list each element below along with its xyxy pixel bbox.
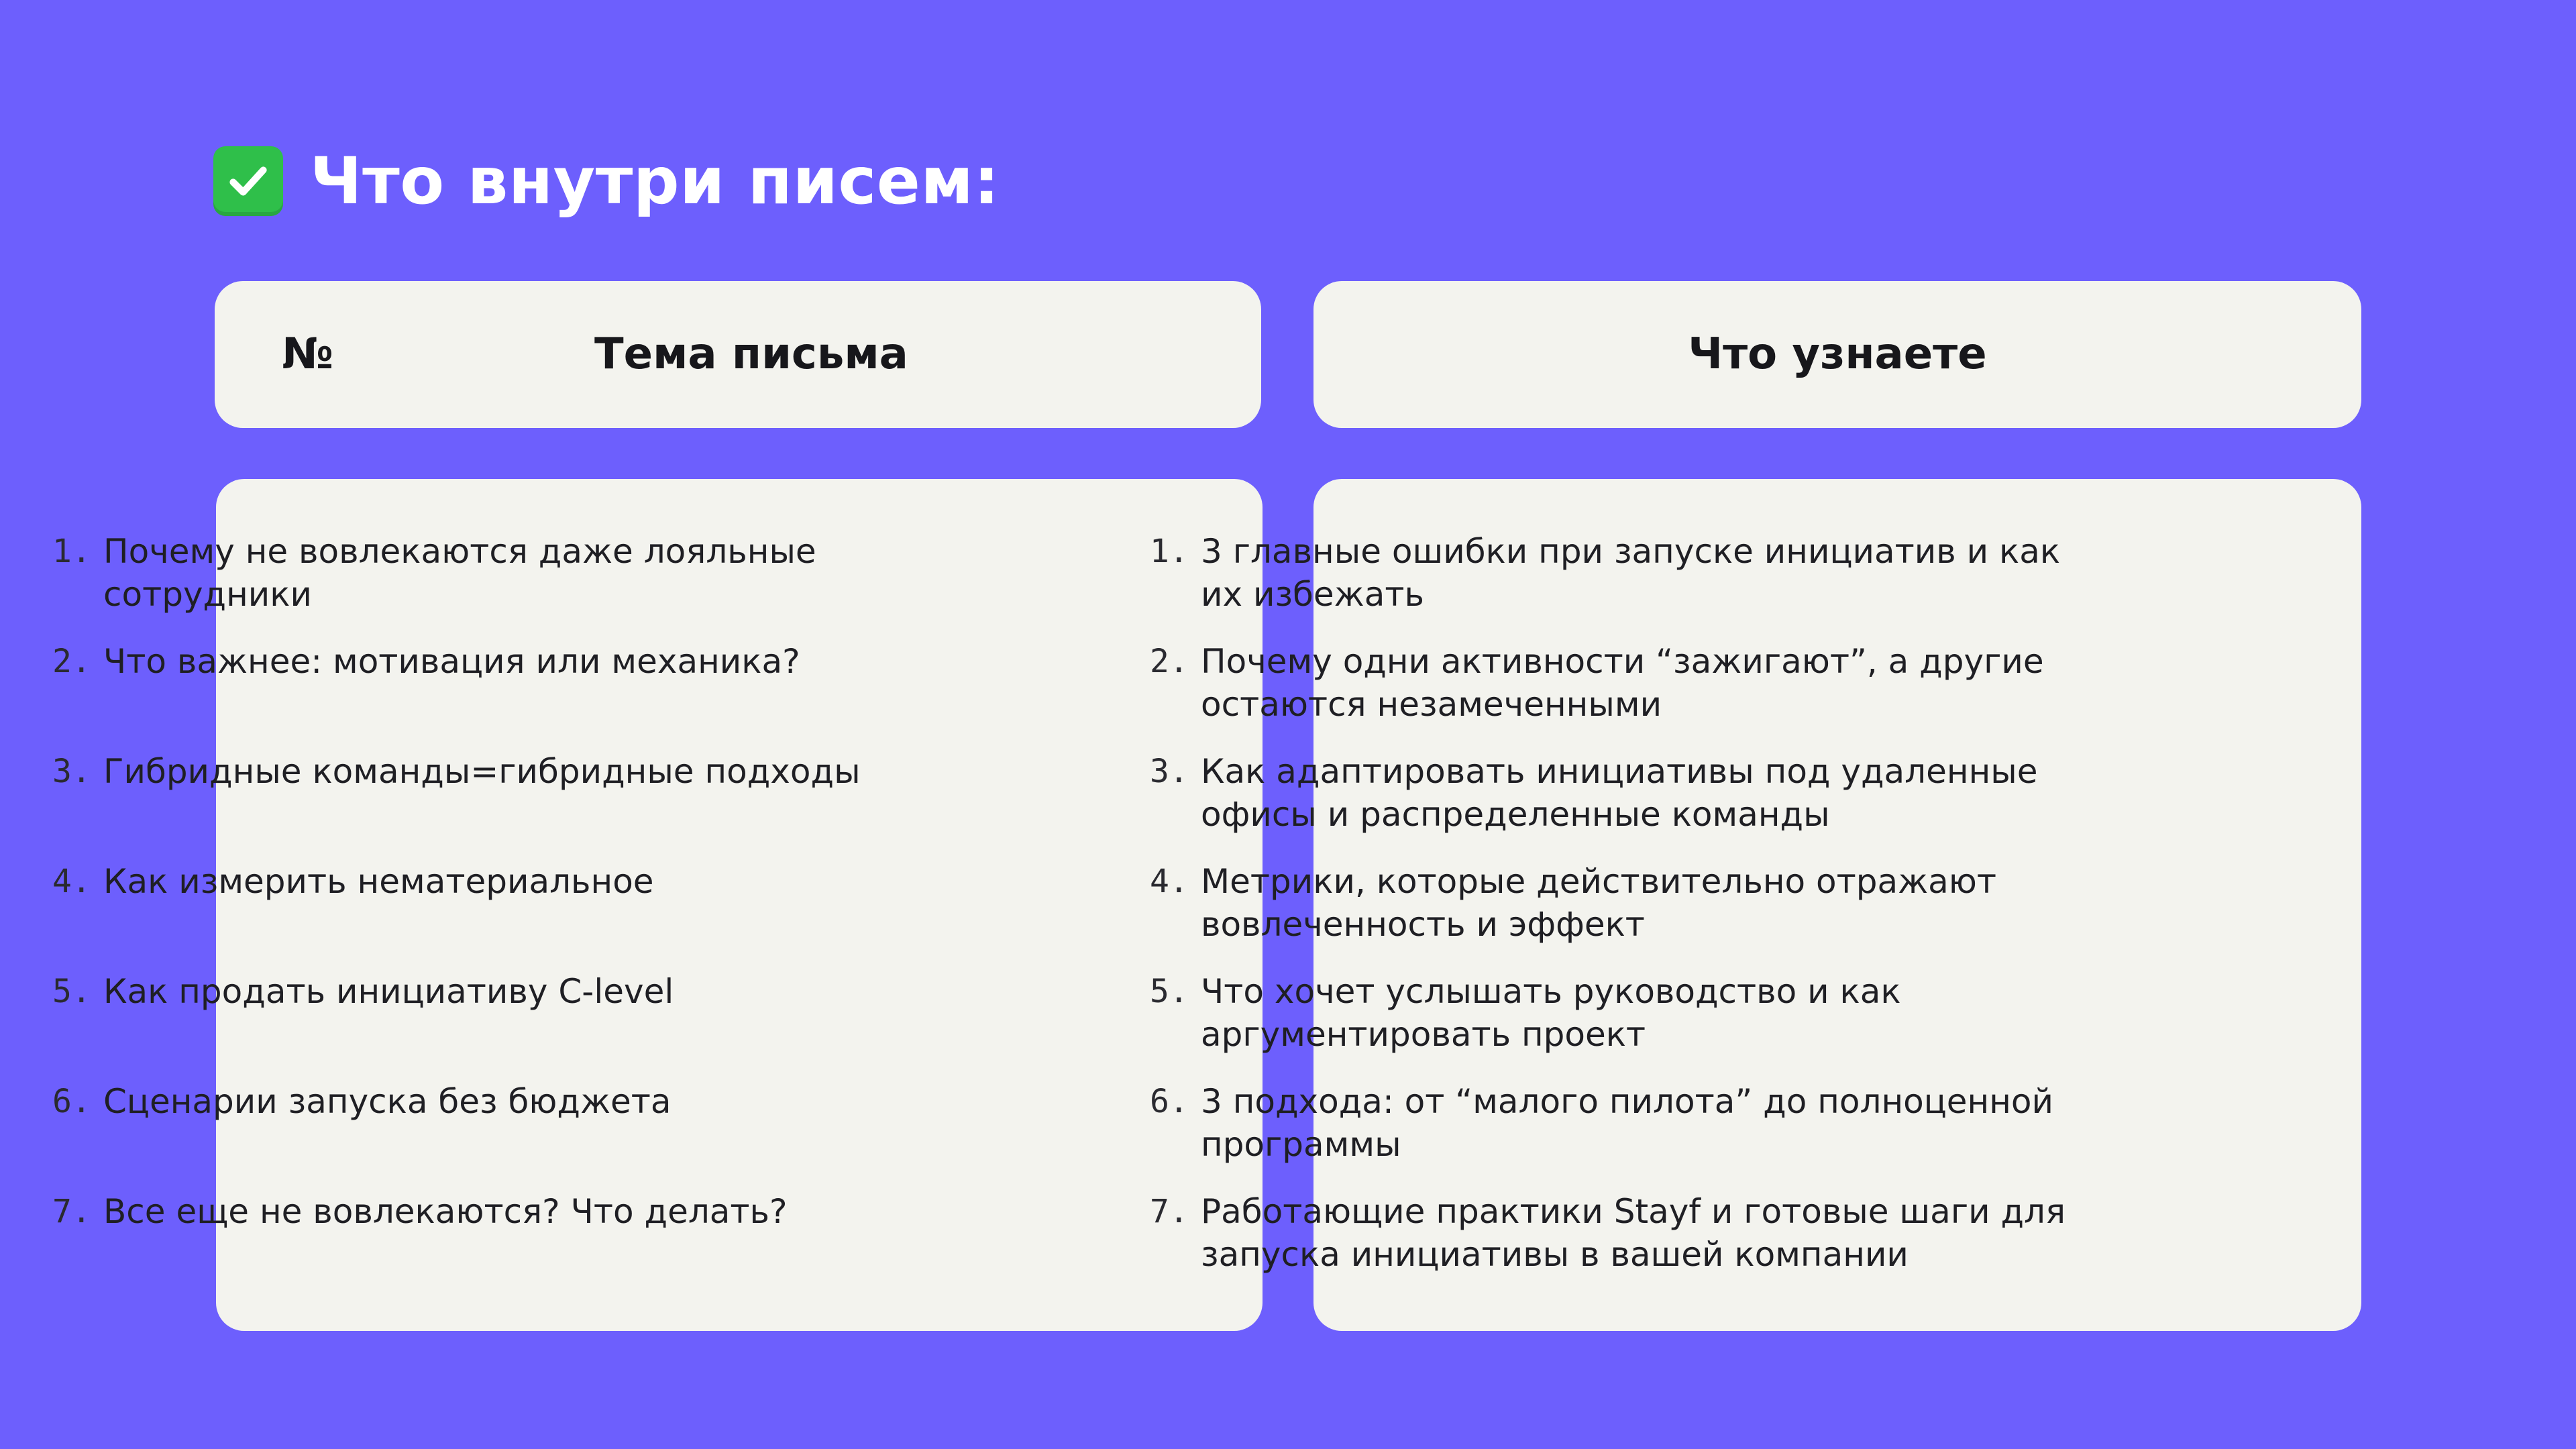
learning-item: [1097, 750, 2576, 836]
number-column-header: №: [282, 329, 333, 379]
item-text: Что важнее: мотивация или механика?: [103, 642, 800, 681]
learn-header-card: [1313, 281, 2361, 428]
item-number: 3.: [1150, 753, 1189, 790]
item-text: Сценарии запуска без бюджета: [103, 1082, 672, 1121]
item-text: 3 подхода: от “малого пилота” до полноценной программы: [1201, 1082, 2053, 1164]
item-text: Работающие практики Stayf и готовые шаги для запуска инициативы в вашей компании: [1201, 1192, 2066, 1274]
learning-item: [1097, 860, 2576, 946]
learning-item: [1097, 530, 2576, 616]
item-text: Почему одни активности “зажигают”, а другие остаются незамеченными: [1201, 642, 2044, 724]
item-number: 4.: [52, 863, 91, 900]
item-text: Что хочет услышать руководство и как аргументировать проект: [1201, 972, 1901, 1054]
item-number: 5.: [52, 973, 91, 1010]
learn-column-header: Что узнаете: [1688, 329, 1987, 379]
learning-item: [1097, 640, 2576, 726]
item-number: 2.: [1150, 643, 1189, 680]
item-number: 7.: [1150, 1193, 1189, 1230]
item-number: 3.: [52, 753, 91, 790]
learning-item: [1097, 1080, 2576, 1166]
learning-item: [1097, 970, 2576, 1056]
topic-column-header: Тема письма: [594, 329, 908, 379]
item-number: 1.: [52, 533, 91, 570]
topic-header-card: [215, 281, 1261, 428]
item-number: 7.: [52, 1193, 91, 1230]
item-text: 3 главные ошибки при запуске инициатив и как их избежать: [1201, 532, 2061, 614]
item-number: 6.: [52, 1083, 91, 1120]
learning-item: [1097, 1190, 2576, 1276]
page-header: [213, 144, 1000, 219]
item-number: 2.: [52, 643, 91, 680]
item-text: Гибридные команды=гибридные подходы: [103, 752, 861, 791]
item-text: Как адаптировать инициативы под удаленные офисы и распределенные команды: [1201, 752, 2038, 834]
item-number: 1.: [1150, 533, 1189, 570]
item-text: Почему не вовлекаются даже лояльные сотрудники: [103, 532, 816, 614]
check-mark-button-icon: [213, 146, 283, 216]
item-text: Как измерить нематериальное: [103, 862, 654, 901]
item-text: Все еще не вовлекаются? Что делать?: [103, 1192, 788, 1231]
item-text: Метрики, которые действительно отражают вовлеченность и эффект: [1201, 862, 1997, 944]
item-number: 4.: [1150, 863, 1189, 900]
item-text: Как продать инициативу C-level: [103, 972, 674, 1011]
item-number: 5.: [1150, 973, 1189, 1010]
item-number: 6.: [1150, 1083, 1189, 1120]
page-title: Что внутри писем:: [310, 144, 1000, 219]
